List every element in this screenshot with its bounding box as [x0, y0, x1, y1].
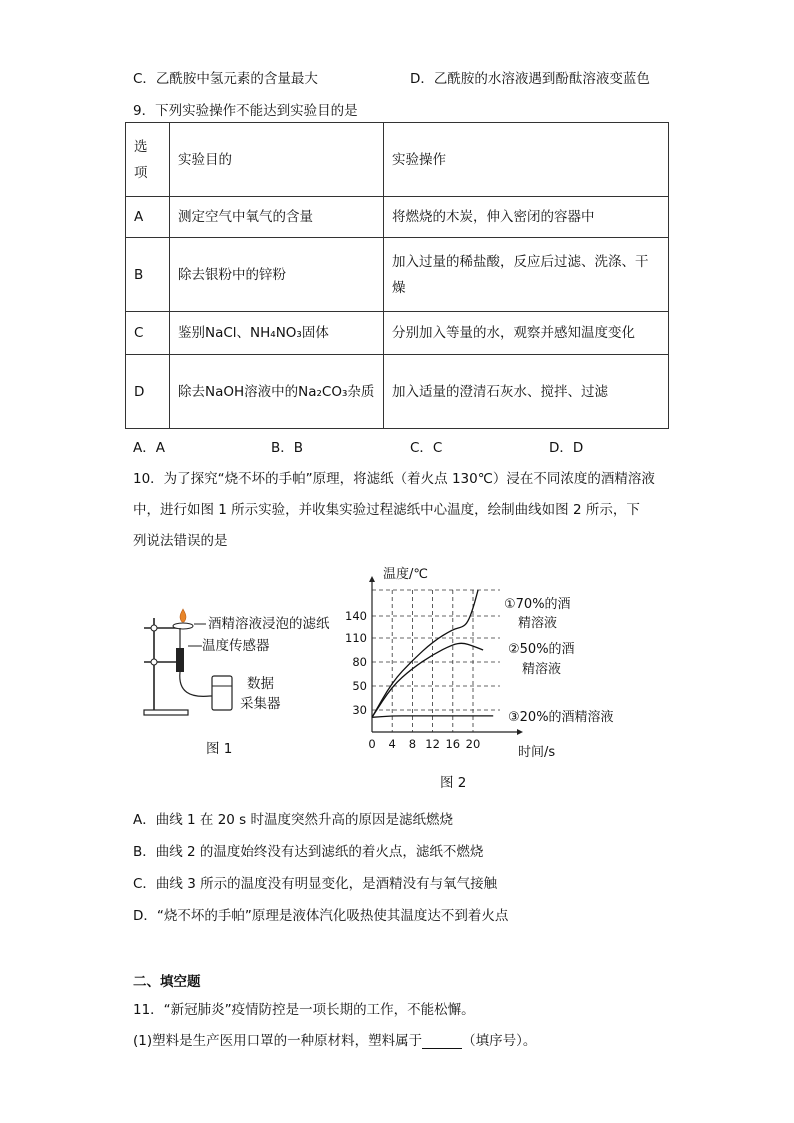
row-purpose: 除去银粉中的锌粉	[170, 238, 384, 312]
q9-table	[125, 122, 669, 429]
q11-sub1-text: (1)塑料是生产医用口罩的一种原材料，塑料属于	[133, 1033, 423, 1049]
q8-option-d: D．乙酰胺的水溶液遇到酚酞溶液变蓝色	[410, 71, 650, 87]
flame-icon	[180, 609, 186, 622]
chart-grid	[372, 590, 500, 732]
q10-stem-line3: 列说法错误的是	[133, 533, 228, 549]
temperature-sensor	[176, 648, 184, 672]
row-operation: 加入过量的稀盐酸，反应后过滤、洗涤、干燥	[384, 238, 669, 312]
table-row	[126, 355, 669, 429]
curve-1-label-line1: ①70%的酒	[504, 597, 571, 612]
curve-2-label-line1: ②50%的酒	[508, 642, 575, 657]
y-tick-label: 140	[345, 609, 367, 623]
label-data-collector-1: 数据	[247, 676, 274, 692]
data-collector	[212, 676, 232, 710]
filter-paper	[173, 623, 193, 629]
q11-sub1	[133, 1029, 536, 1049]
y-tick-label: 110	[345, 631, 367, 645]
row-purpose: 除去NaOH溶液中的Na₂CO₃杂质	[170, 355, 384, 429]
label-data-collector-2: 采集器	[240, 696, 281, 712]
header-option: 选 项	[126, 123, 170, 197]
series-line-2	[372, 643, 483, 717]
row-option: D	[126, 355, 170, 429]
q10-option-c: C．曲线 3 所示的温度没有明显变化，是酒精没有与氧气接触	[133, 876, 498, 892]
x-tick-label: 12	[425, 737, 440, 751]
x-tick-label: 16	[445, 737, 461, 751]
q10-stem-line1: 10．为了探究“烧不坏的手帕”原理，将滤纸（着火点 130℃）浸在不同浓度的酒精溶液	[133, 471, 655, 487]
curve-2-label-line2: 精溶液	[522, 662, 562, 677]
x-tick-label: 20	[465, 737, 481, 751]
q9-answer-a: A．A	[133, 440, 165, 456]
table-row	[126, 312, 669, 355]
chart-x-ticks	[368, 737, 480, 751]
y-axis-label: 温度/℃	[383, 567, 428, 582]
header-purpose: 实验目的	[170, 123, 384, 197]
q10-option-b: B．曲线 2 的温度始终没有达到滤纸的着火点，滤纸不燃烧	[133, 844, 484, 860]
y-tick-label: 80	[352, 655, 367, 669]
answer-blank[interactable]	[422, 1034, 462, 1049]
q10-option-d: D．“烧不坏的手帕”原理是液体汽化吸热使其温度达不到着火点	[133, 908, 509, 924]
q9-answer-d: D．D	[549, 440, 584, 456]
row-operation: 加入适量的澄清石灰水、搅拌、过滤	[384, 355, 669, 429]
stand-base	[144, 710, 188, 715]
figure-2-chart	[345, 562, 642, 792]
x-axis-label: 时间/s	[518, 745, 556, 760]
sensor-cable	[180, 672, 212, 696]
row-option: A	[126, 197, 170, 238]
figure-2-caption: 图 2	[440, 775, 467, 791]
row-operation: 将燃烧的木炭，伸入密闭的容器中	[384, 197, 669, 238]
x-tick-label: 8	[408, 737, 417, 751]
q10-stem-line2: 中，进行如图 1 所示实验，并收集实验过程滤纸中心温度，绘制曲线如图 2 所示，下	[133, 502, 640, 518]
series-line-1	[372, 590, 478, 717]
header-operation: 实验操作	[384, 123, 669, 197]
q9-stem: 9．下列实验操作不能达到实验目的是	[133, 103, 358, 119]
figure-1-caption: 图 1	[206, 741, 233, 757]
curve-1-label-line2: 精溶液	[518, 616, 558, 631]
label-temperature-sensor: 温度传感器	[202, 638, 270, 654]
row-option: B	[126, 238, 170, 312]
q11-stem: 11．“新冠肺炎”疫情防控是一项长期的工作，不能松懈。	[133, 1002, 475, 1018]
x-tick-label: 4	[388, 737, 396, 751]
q8-option-c: C．乙酰胺中氢元素的含量最大	[133, 71, 318, 87]
row-option: C	[126, 312, 170, 355]
table-row	[126, 197, 669, 238]
y-tick-label: 50	[352, 679, 367, 693]
q9-answer-c: C．C	[410, 440, 443, 456]
q11-sub1-suffix: （填序号）。	[462, 1033, 537, 1049]
figure-1-apparatus	[130, 600, 360, 765]
section-title: 二、填空题	[133, 974, 201, 990]
y-tick-label: 30	[352, 703, 367, 717]
table-header-row	[126, 123, 669, 197]
x-tick-label: 0	[368, 737, 376, 751]
row-operation: 分别加入等量的水，观察并感知温度变化	[384, 312, 669, 355]
table-row	[126, 238, 669, 312]
row-purpose: 鉴别NaCl、NH₄NO₃固体	[170, 312, 384, 355]
label-filter-paper: 酒精溶液浸泡的滤纸	[208, 616, 330, 632]
q9-answer-b: B．B	[271, 440, 304, 456]
q10-option-a: A．曲线 1 在 20 s 时温度突然升高的原因是滤纸燃烧	[133, 812, 453, 828]
row-purpose: 测定空气中氧气的含量	[170, 197, 384, 238]
curve-3-label: ③20%的酒精溶液	[508, 710, 614, 725]
